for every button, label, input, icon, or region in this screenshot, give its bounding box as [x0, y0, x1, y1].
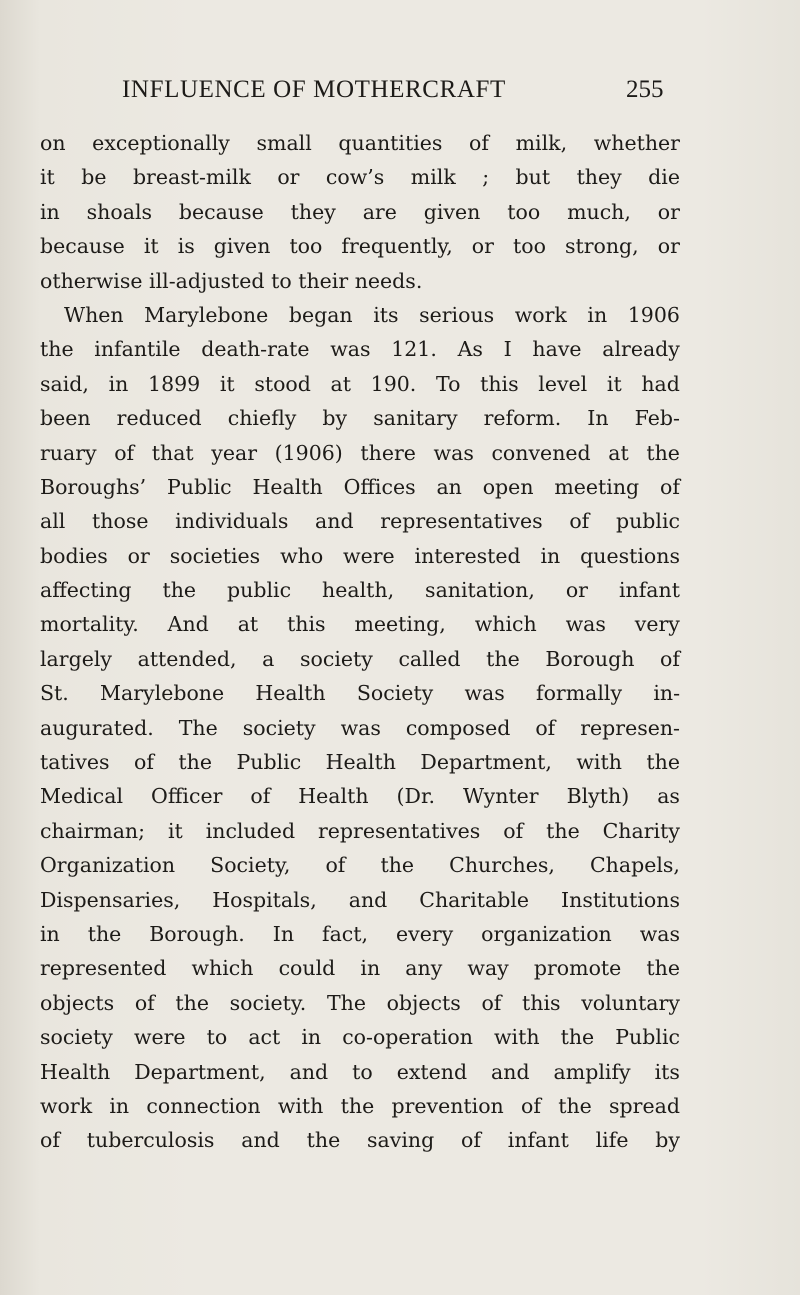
text-line: Health Department, and to extend and amplify its [40, 1059, 680, 1084]
running-title: INFLUENCE OF MOTHERCRAFT [122, 76, 506, 103]
body-text [40, 126, 680, 1158]
text-line: it be breast-milk or cow’s milk ; but they die [40, 165, 680, 190]
text-line: augurated. The society was composed of represen- [40, 715, 680, 740]
text-line: Organization Society, of the Churches, Chapels, [40, 853, 680, 878]
text-line: the infantile death-rate was 121. As I have already [40, 337, 680, 362]
text-line: mortality. And at this meeting, which was very [40, 612, 680, 637]
text-line: chairman; it included representatives of the Charity [40, 818, 680, 843]
text-line: Dispensaries, Hospitals, and Charitable Institutions [40, 887, 680, 912]
text-line: St. Marylebone Health Society was formally in- [40, 681, 680, 706]
text-line: said, in 1899 it stood at 190. To this level it had [40, 371, 680, 396]
text-line: in the Borough. In fact, every organization was [40, 921, 680, 946]
text-line: because it is given too frequently, or too strong, or [40, 234, 680, 259]
text-line: work in connection with the prevention of the spread [40, 1093, 680, 1118]
page-number: 255 [626, 76, 664, 103]
text-line: otherwise ill-adjusted to their needs. [40, 268, 423, 293]
text-line: Medical Officer of Health (Dr. Wynter Blyth) as [40, 784, 680, 809]
text-line: on exceptionally small quantities of milk, whether [40, 131, 680, 155]
text-line: When Marylebone began its serious work in 1906 [64, 302, 680, 327]
text-line: Boroughs’ Public Health Offices an open meeting of [40, 474, 680, 499]
text-line: society were to act in co-operation with the Public [40, 1025, 680, 1050]
text-line: largely attended, a society called the Borough of [40, 646, 680, 671]
text-line: bodies or societies who were interested in questions [40, 543, 680, 568]
text-line: tatives of the Public Health Department, with the [40, 750, 680, 775]
text-line: all those individuals and representatives of public [40, 509, 680, 534]
text-line: represented which could in any way promote the [40, 956, 680, 981]
text-line: of tuberculosis and the saving of infant life by [40, 1128, 680, 1153]
text-line: affecting the public health, sanitation, or infant [40, 578, 680, 603]
page-header [0, 76, 800, 110]
text-line: objects of the society. The objects of this voluntary [40, 990, 680, 1015]
text-line: ruary of that year (1906) there was convened at the [40, 440, 680, 465]
text-line: been reduced chiefly by sanitary reform. In Feb- [40, 406, 680, 431]
text-line: in shoals because they are given too much, or [40, 199, 680, 224]
